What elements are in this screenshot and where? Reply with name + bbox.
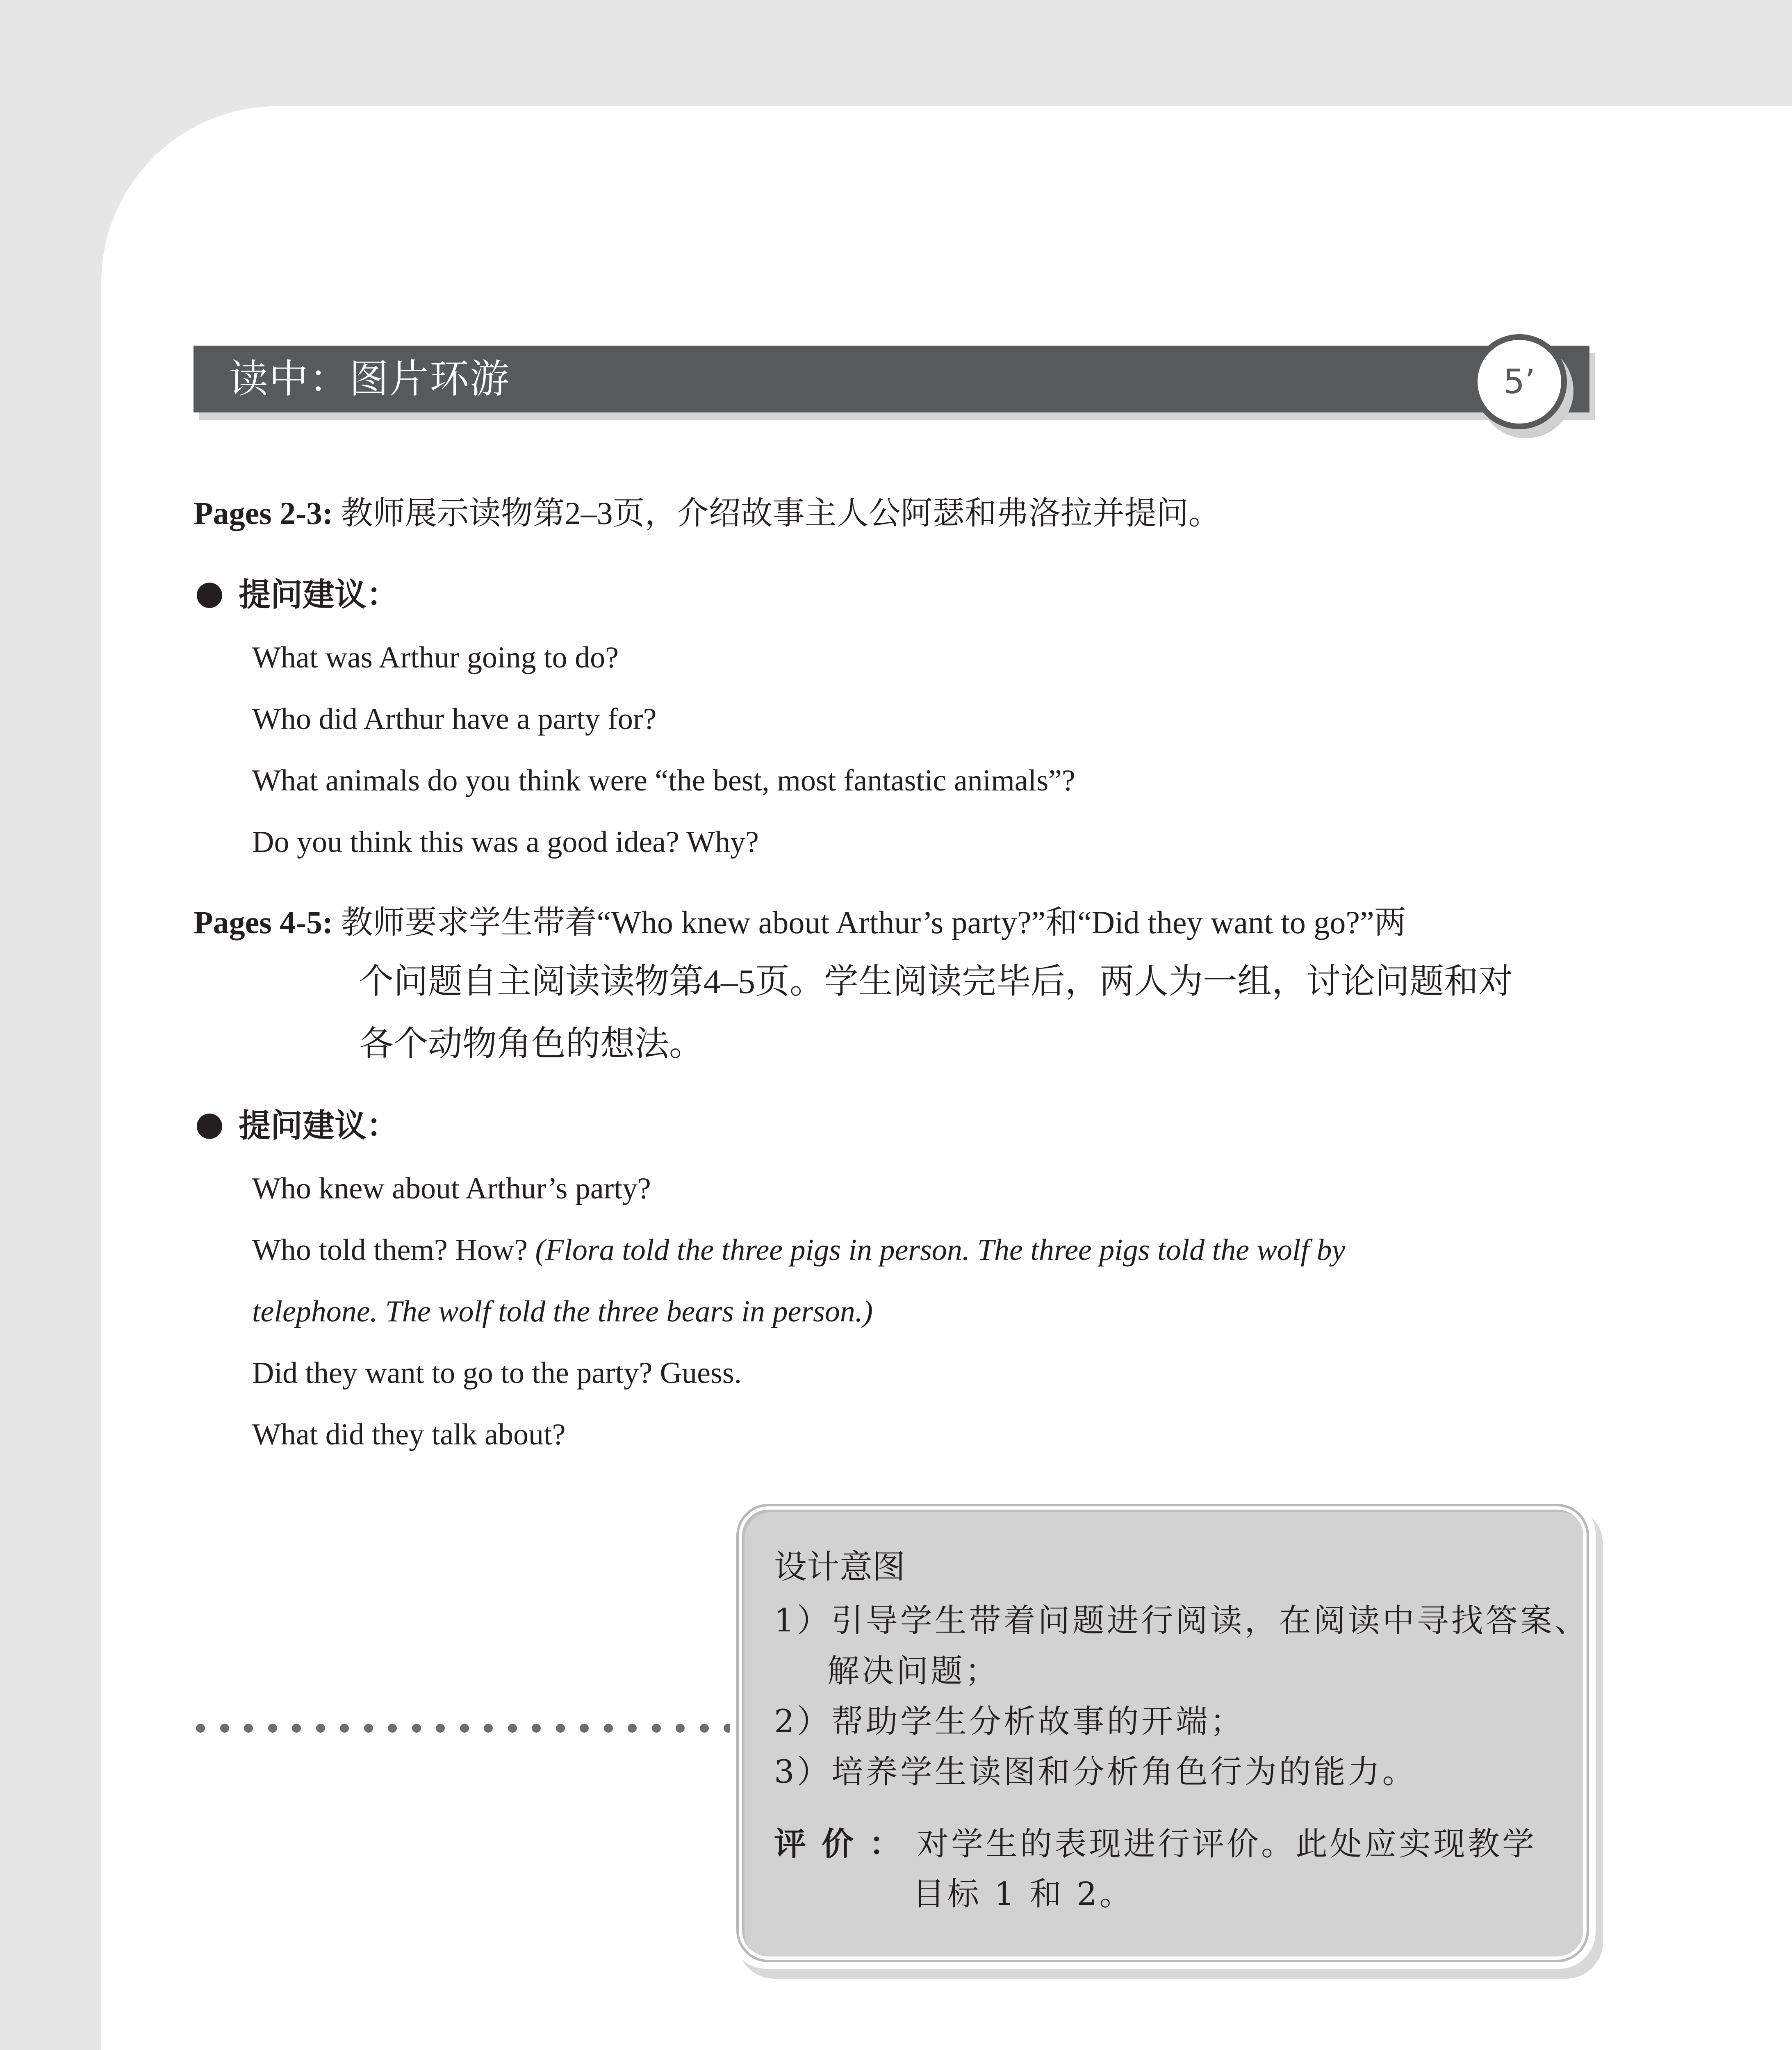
evaluation-line: 评价：对学生的表现进行评价。此处应实现教学 [774,1826,1537,1863]
pages-2-3-label: Pages 2-3: [194,495,333,531]
design-intent-item: 3）培养学生读图和分析角色行为的能力。 [774,1754,1417,1790]
pages-4-5-continuation: 个问题自主阅读读物第4–5页。学生阅读完毕后，两人为一组，讨论问题和对 [359,963,1513,1001]
section-header-bar [194,346,1589,412]
design-intent-box [730,1497,1596,1969]
pages-4-5-continuation: 各个动物角色的想法。 [359,1025,704,1063]
design-intent-title: 设计意图 [774,1548,905,1586]
evaluation-continuation: 目标 1 和 2。 [913,1876,1134,1913]
bullet-icon [197,1114,222,1139]
bullet-icon [197,583,222,608]
question-item-with-note: Who told them? How? (Flora told the three pigs in person. The three pigs told the wolf by [252,1233,1346,1267]
pages-2-3-text: 教师展示读物第2–3页，介绍故事主人公阿瑟和弗洛拉并提问。 [341,495,1220,531]
section-title: 读中：图片环游 [229,356,510,402]
question-suggestions-heading-2: 提问建议： [197,1107,398,1146]
design-intent-item: 解决问题； [827,1653,1000,1690]
pages-4-5-label: Pages 4-5: [194,904,333,940]
question-item: Who did Arthur have a party for? [252,702,657,736]
design-intent-item: 2）帮助学生分析故事的开端； [774,1703,1245,1740]
question-suggestions-heading-1: 提问建议： [197,576,398,615]
question-item: Who knew about Arthur’s party? [252,1172,651,1205]
answer-note-continuation: telephone. The wolf told the three bears in person.) [252,1295,873,1328]
time-label: 5’ [1503,362,1536,401]
question-item: Did they want to go to the party? Guess. [252,1356,742,1390]
evaluation-label: 评价： [774,1826,917,1863]
pages-4-5-text: 教师要求学生带着“Who knew about Arthur’s party?”和“Did they want to go?”两 [341,904,1406,940]
question-item: Do you think this was a good idea? Why? [252,825,759,859]
pages-4-5-line [194,903,1406,942]
question-item: What was Arthur going to do? [252,641,619,674]
time-badge [1472,334,1567,429]
answer-note: (Flora told the three pigs in person. The three pigs told the wolf by [535,1233,1346,1267]
question-item: What animals do you think were “the best, most fantastic animals”? [252,764,1075,797]
design-intent-item: 1）引导学生带着问题进行阅读，在阅读中寻找答案、 [774,1602,1589,1639]
question-item: What did they talk about? [252,1418,566,1451]
pages-2-3-line [194,494,1220,533]
